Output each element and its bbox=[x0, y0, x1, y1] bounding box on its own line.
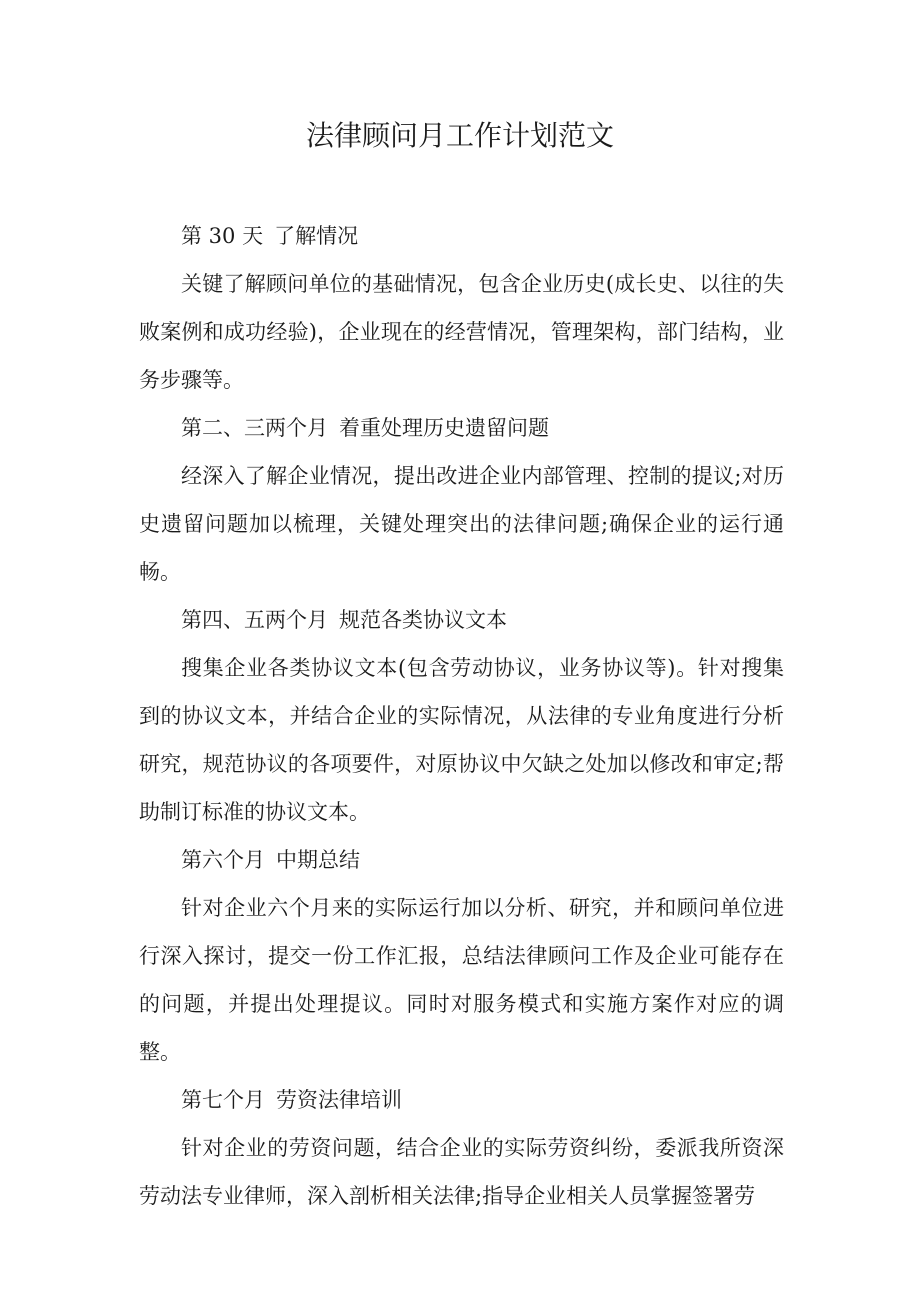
section-heading bbox=[139, 1076, 784, 1124]
section-paragraph: 关键了解顾问单位的基础情况，包含企业历史(成长史、以往的失败案例和成功经验)，企业现在的经营情况，管理架构，部门结构，业务步骤等。 bbox=[139, 272, 784, 392]
section-period: 第七个月 bbox=[181, 1088, 265, 1112]
section-period: 第 30 天 bbox=[181, 224, 264, 248]
section-paragraph: 搜集企业各类协议文本(包含劳动协议，业务协议等)。针对搜集到的协议文本，并结合企业的实际情况，从法律的专业角度进行分析研究，规范协议的各项要件，对原协议中欠缺之处加以修改和审定;帮助制订标准的协议文本。 bbox=[139, 656, 784, 824]
section-heading bbox=[139, 596, 784, 644]
section-topic: 劳资法律培训 bbox=[276, 1088, 402, 1112]
section-paragraph: 针对企业的劳资问题，结合企业的实际劳资纠纷，委派我所资深劳动法专业律师，深入剖析相关法律;指导企业相关人员掌握签署劳 bbox=[139, 1136, 784, 1208]
section-period: 第六个月 bbox=[181, 848, 265, 872]
document-body bbox=[139, 212, 784, 1220]
section-topic: 了解情况 bbox=[274, 224, 359, 248]
section-topic: 中期总结 bbox=[276, 848, 360, 872]
section-heading bbox=[139, 212, 784, 260]
section-heading bbox=[139, 404, 784, 452]
section-topic: 着重处理历史遗留问题 bbox=[339, 416, 549, 440]
section-heading bbox=[139, 836, 784, 884]
section-paragraph: 经深入了解企业情况，提出改进企业内部管理、控制的提议;对历史遗留问题加以梳理，关键处理突出的法律问题;确保企业的运行通畅。 bbox=[139, 464, 784, 584]
document-title: 法律顾问月工作计划范文 bbox=[305, 119, 614, 152]
section-period: 第四、五两个月 bbox=[181, 608, 328, 632]
section-topic: 规范各类协议文本 bbox=[339, 608, 507, 632]
section-period: 第二、三两个月 bbox=[181, 416, 328, 440]
section-paragraph: 针对企业六个月来的实际运行加以分析、研究，并和顾问单位进行深入探讨，提交一份工作汇报，总结法律顾问工作及企业可能存在的问题，并提出处理提议。同时对服务模式和实施方案作对应的调整。 bbox=[139, 896, 784, 1064]
